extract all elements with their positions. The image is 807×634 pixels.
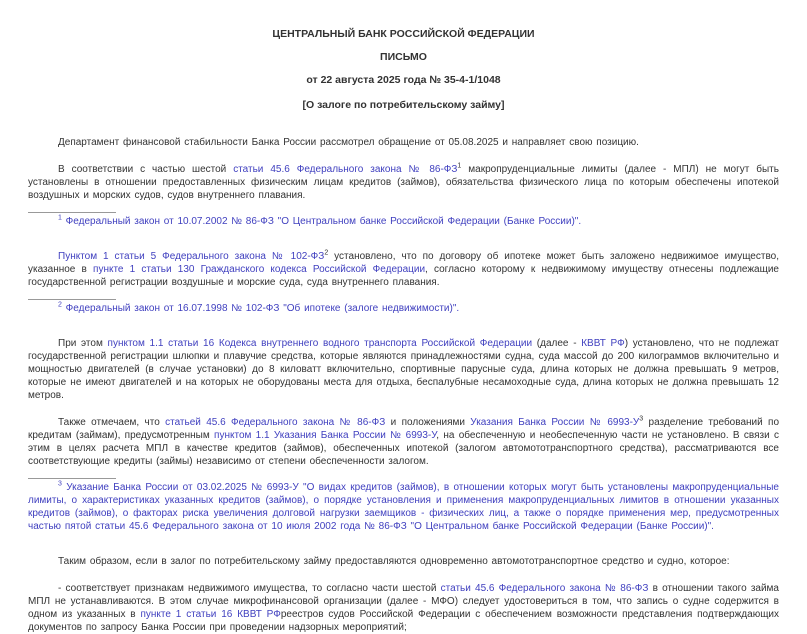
doc-link[interactable]: статьи 45.6 Федерального закона № 86-ФЗ — [233, 164, 458, 175]
doc-type: ПИСЬМО — [380, 51, 427, 63]
paragraph — [28, 533, 779, 568]
footnote-ref: 1 — [58, 214, 62, 222]
text-run: разделение требований по кредитам (займам), предусмотренным — [28, 417, 780, 441]
text-run: В соответствии с частью шестой — [58, 164, 234, 175]
footnote-ref: 3 — [58, 480, 62, 488]
text-run: реестров судов Российской Федерации с обеспечением возможности представления подтверждающих документов по запросу Банка России при проведении надзорных мероприятий; — [28, 609, 780, 633]
paragraph — [28, 149, 779, 202]
doc-link[interactable]: Указания Банка России № 6993-У — [470, 417, 640, 428]
text-run: При этом — [58, 338, 108, 349]
paragraph — [28, 568, 779, 634]
text-run: (далее - — [532, 338, 582, 349]
document-body — [28, 136, 779, 634]
text-run: Также отмечаем, что — [58, 417, 166, 428]
footnote — [28, 300, 779, 315]
doc-date-number: от 22 августа 2025 года № 35-4-1/1048 — [306, 74, 501, 86]
doc-subject: [О залоге по потребительскому займу] — [302, 99, 505, 111]
org-name: ЦЕНТРАЛЬНЫЙ БАНК РОССИЙСКОЙ ФЕДЕРАЦИИ — [272, 28, 535, 40]
footnote-text: Федеральный закон от 10.07.2002 № 86-ФЗ "О Центральном банке Российской Федерации (Банке России)". — [61, 216, 582, 227]
footnote-ref: 2 — [58, 301, 62, 309]
footnote — [28, 479, 779, 533]
doc-link[interactable]: статьей 45.6 Федерального закона № 86-ФЗ — [165, 417, 386, 428]
text-run: ) установлено, что не подлежат государственной регистрации шлюпки и плавучие средства, которые являются принадлежностями судна, суда массой до 200 килограммов включительно и мощностью двигателей (в случае установки) до 8 киловатт включительно, спортивные парусные суда, длина которых не должна превышать 9 метров, которые не имеют двигателей и на которых не оборудованы места для отдыха, беспалубные несамоходные суда, длина которых не должна превышать 12 метров. — [28, 338, 779, 401]
doc-link[interactable]: Пунктом 1 статьи 5 Федерального закона № 102-ФЗ — [58, 251, 325, 262]
footnote-ref: 3 — [639, 415, 644, 423]
text-run: в отношении такого займа МПЛ не устанавливаются. В этом случае микрофинансовой организации (далее - МФО) следует удостовериться в том, что запись о судне содержится в одном из указанных в — [28, 583, 779, 620]
document-header — [28, 28, 779, 112]
text-run: макропруденциальные лимиты (далее - МПЛ) не могут быть установлены в отношении предоставленных физическим лицам кредитов (займов), обязательства физического лица по которым обеспечены ипотекой воздушных и морских судов, судов внутреннего плавания. — [28, 164, 779, 201]
paragraph — [28, 402, 779, 468]
paragraph — [28, 228, 779, 289]
footnote — [28, 213, 779, 228]
footnote-text: Федеральный закон от 16.07.1998 № 102-ФЗ "Об ипотеке (залоге недвижимости)". — [61, 303, 460, 314]
text-run: , согласно которому к недвижимому имуществу отнесены подлежащие государственной регистрации воздушные и морские суда, суда внутреннего плавания. — [28, 264, 779, 288]
doc-link[interactable]: КВВТ РФ — [581, 338, 625, 349]
text-run: и положениями — [385, 417, 471, 428]
text-run: Таким образом, если в залог по потребительскому займу предоставляются одновременно автомототранспортное средство и судно, которое: — [58, 556, 730, 567]
text-run: - соответствует признакам недвижимого имущества, то согласно части шестой — [58, 583, 441, 594]
doc-link[interactable]: пункте 1 статьи 130 Гражданского кодекса Российской Федерации — [93, 264, 426, 275]
paragraph — [28, 315, 779, 402]
footnote-text: Указание Банка России от 03.02.2025 № 6993-У "О видах кредитов (займов), в отношении которых могут быть установлены макропруденциальные лимиты, о характеристиках указанных кредитов (займов), о порядке установления и применения макропруденциальных лимитов в отношении указанных кредитов (займов), о факторах риска увеличения долговой нагрузки заемщиков - физических лиц, а также о порядке применения мер, предусмотренных частью пятой статьи 45.6 Федерального закона от 10 июля 2002 года № 86-ФЗ "О Центральном банке Российской Федерации (Банке России)". — [28, 482, 779, 532]
text-run: Департамент финансовой стабильности Банка России рассмотрел обращение от 05.08.2025 и направляет свою позицию. — [58, 137, 639, 148]
doc-link[interactable]: пунктом 1.1 Указания Банка России № 6993-У — [214, 430, 437, 441]
text-run: установлено, что по договору об ипотеке может быть заложено недвижимое имущество, указанное в — [28, 251, 779, 275]
footnote-ref: 1 — [457, 162, 462, 170]
doc-link[interactable]: пункте 1 статьи 16 КВВТ РФ — [140, 609, 281, 620]
footnote-ref: 2 — [324, 249, 329, 257]
doc-link[interactable]: пунктом 1.1 статьи 16 Кодекса внутреннего водного транспорта Российской Федерации — [107, 338, 533, 349]
text-run: , на обеспеченную и необеспеченную части не установлено. В связи с этим в целях расчета МПЛ в качестве кредитов (займов), обеспеченных ипотекой (залогом автомототранспортного средства), рассматриваются все соответствующие кредиты (займы) независимо от степени обеспеченности залогом. — [28, 430, 779, 467]
paragraph — [28, 136, 779, 149]
doc-link[interactable]: статьи 45.6 Федерального закона № 86-ФЗ — [440, 583, 649, 594]
